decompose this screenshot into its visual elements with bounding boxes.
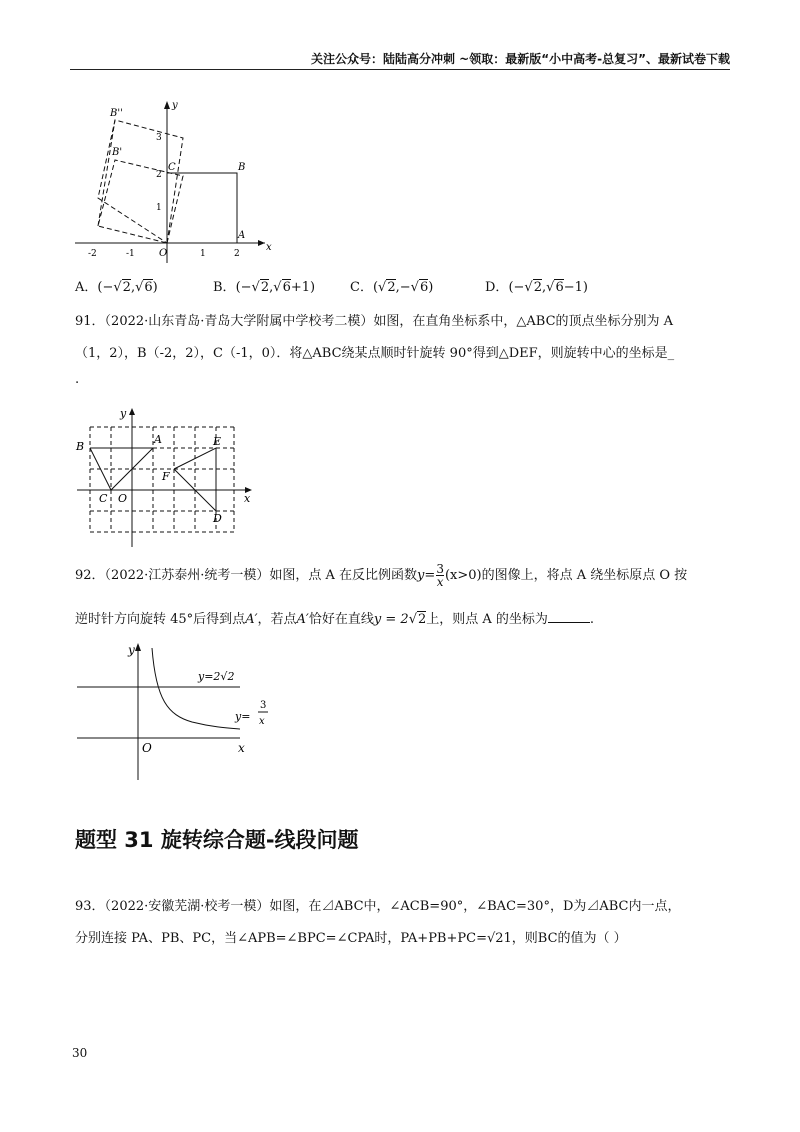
fig2-point-b: B [76,440,85,453]
fig3-curve-num: 3 [260,700,267,711]
fig1-tick-x2: 2 [234,249,240,259]
fig1-y-label: y [172,100,178,111]
fig2-y-label: y [120,407,127,420]
fig3-x-label: x [238,741,245,755]
fig1-tick-xm2: -2 [88,249,97,259]
q93-line2: 分别连接 PA、PB、PC，当∠APB=∠BPC=∠CPA时，PA+PB+PC=√21，则BC的值为（ ） [75,931,627,946]
q91-line3: . [75,372,80,387]
header-rule [70,69,730,70]
fig3-curve-label: y= [235,710,251,723]
fig2-point-f: F [162,470,170,483]
q92-line1: 92．（2022·江苏泰州·统考一模）如图，点 A 在反比例函数y= $\frac{3}{x}$ (x>0)的图像上，将点 A 绕坐标原点 O 按 [75,562,688,589]
option-a: A．(−√2,√6) [75,280,158,295]
q91-line1: 91．（2022·山东青岛·青岛大学附属中学校考二模）如图，在直角坐标系中，△ABC的顶点坐标分别为 A [75,314,674,329]
fig2-x-label: x [244,492,251,505]
fig3-curve-den: x [259,716,265,727]
fig2-point-a: A [154,433,162,446]
fig3-origin: O [142,741,152,755]
page-header: 关注公众号：陆陆高分冲刺 ~领取：最新版“小中高考-总复习”、最新试卷下载 [311,52,730,66]
option-c: C．(√2,−√6) [350,280,434,295]
q92-line2: 逆时针方向旋转 45°后得到点A′，若点A′恰好在直线y = 2√2上，则点 A 的坐标为 . [75,612,595,627]
fig1-tick-y3: 3 [156,133,162,143]
fig1-point-a: A [238,230,246,241]
fig1-point-b-double-prime: B'' [110,108,123,119]
fig1-tick-y1: 1 [156,203,162,213]
fig1-point-c: C [168,162,176,173]
figure-rotated-rectangles [70,98,275,268]
fig1-tick-xm1: -1 [126,249,135,259]
section-title: 题型 31 旋转综合题-线段问题 [75,828,359,852]
option-d: D．(−√2,√6−1) [485,280,588,295]
fig3-y-label: y [128,643,135,657]
fig2-point-e: E [213,435,222,448]
figure-hyperbola [72,640,282,785]
page-number: 30 [72,1046,88,1060]
fig1-x-label: x [266,242,272,253]
fig1-point-b: B [238,162,246,173]
fig1-tick-x1: 1 [200,249,206,259]
fig2-point-d: D [213,512,222,525]
figure-triangle-grid [72,405,262,550]
fig1-origin-label: O [159,248,168,259]
fig2-origin: O [118,492,128,505]
fig1-point-b-prime: B' [112,147,123,158]
q91-line2: （1，2），B（-2，2），C（-1，0）．将△ABC绕某点顺时针旋转 90°得到△DEF，则旋转中心的坐标是_ [75,346,675,361]
fig2-point-c: C [99,492,108,505]
fig3-line-label: y=2√2 [198,670,235,683]
q93-line1: 93．（2022·安徽芜湖·校考一模）如图，在⊿ABC中，∠ACB=90°，∠BAC=30°，D为⊿ABC内一点， [75,899,681,914]
fig1-tick-y2: 2 [156,170,162,180]
option-b: B．(−√2,√6+1) [213,280,316,295]
